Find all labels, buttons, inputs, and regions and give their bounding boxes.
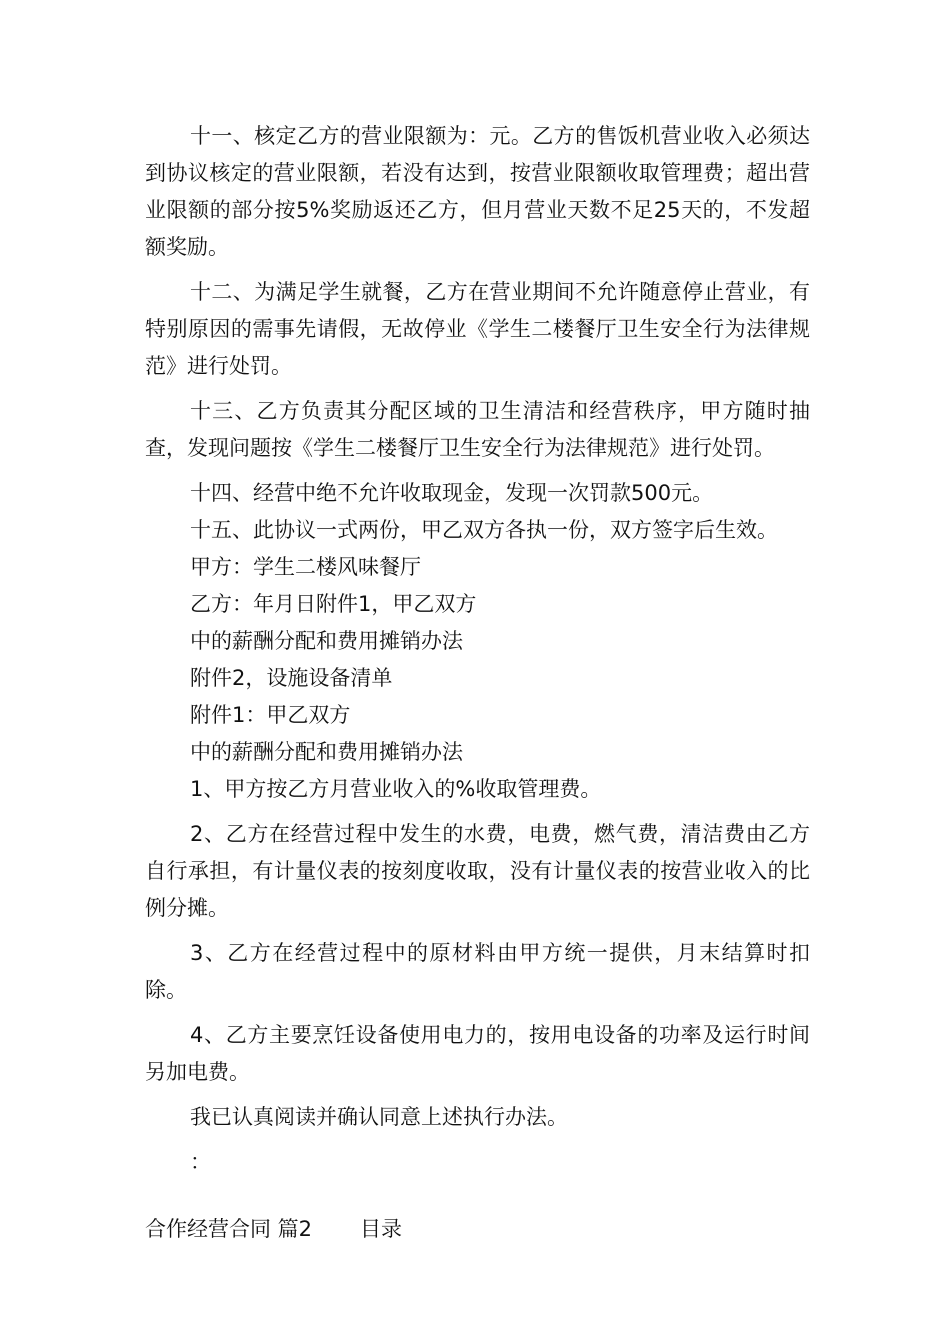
party-b-line: 乙方：年月日附件1，甲乙双方 (190, 592, 477, 616)
item-3: 3、乙方在经营过程中的原材料由甲方统一提供，月末结算时扣除。 (145, 941, 810, 1002)
paragraph-gap (145, 927, 810, 935)
clause-11: 十一、核定乙方的营业限额为：元。乙方的售饭机营业收入必须达到协议核定的营业限额，若没有达到，按营业限额收取管理费；超出营业限额的部分按5%奖励返还乙方，但月营业天数不足25天的，不发超额奖励。 (145, 124, 810, 259)
confirmation-text: 我已认真阅读并确认同意上述执行办法。 (190, 1105, 568, 1129)
attachment-1-line: 附件1：甲乙双方 (190, 703, 351, 727)
clause-13: 十三、乙方负责其分配区域的卫生清洁和经营秩序，甲方随时抽查，发现问题按《学生二楼餐厅卫生安全行为法律规范》进行处罚。 (145, 399, 810, 460)
clause-15: 十五、此协议一式两份，甲乙双方各执一份，双方签字后生效。 (190, 518, 778, 542)
section-heading: 合作经营合同 篇2 (145, 1217, 313, 1241)
attachment-1-title-line: 中的薪酬分配和费用摊销办法 (190, 740, 463, 764)
attachment-2-line: 附件2，设施设备清单 (190, 666, 393, 690)
paragraph-gap (145, 1136, 810, 1144)
paragraph-gap (145, 1091, 810, 1099)
paragraph-gap (145, 1009, 810, 1017)
party-a-line: 甲方：学生二楼风味餐厅 (190, 555, 421, 579)
item-2: 2、乙方在经营过程中发生的水费，电费，燃气费，清洁费由乙方自行承担，有计量仪表的按刻度收取，没有计量仪表的按营业收入的比例分摊。 (145, 822, 810, 920)
colon-line: ： (190, 1150, 211, 1174)
clause-12: 十二、为满足学生就餐，乙方在营业期间不允许随意停止营业，有特别原因的需事先请假，无故停业《学生二楼餐厅卫生安全行为法律规范》进行处罚。 (145, 280, 810, 378)
item-4: 4、乙方主要烹饪设备使用电力的，按用电设备的功率及运行时间另加电费。 (145, 1023, 810, 1084)
paragraph-gap (145, 467, 810, 475)
item-1: 1、甲方按乙方月营业收入的%收取管理费。 (190, 777, 602, 801)
toc-label: 目录 (360, 1217, 403, 1241)
section-heading-row (145, 1211, 810, 1248)
clause-14: 十四、经营中绝不允许收取现金，发现一次罚款500元。 (190, 481, 714, 505)
attachment-title-line: 中的薪酬分配和费用摊销办法 (190, 629, 463, 653)
document-page (145, 118, 810, 1248)
paragraph-gap (145, 266, 810, 274)
paragraph-gap (145, 808, 810, 816)
paragraph-gap (145, 385, 810, 393)
